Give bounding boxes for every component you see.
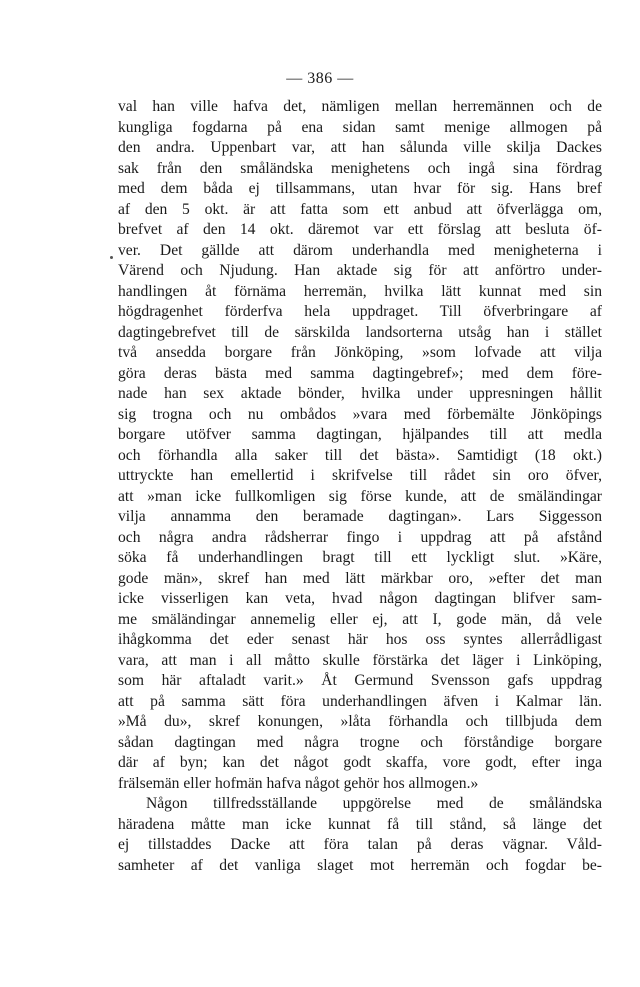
text-line: den andra. Uppenbart var, att han sålunda ville skilja Dackes [118,139,602,156]
text-line: högdragenhet förderfva hela uppdraget. Till öfverbringare af [118,303,602,320]
text-line: häradena måtte man icke kunnat få till stånd, så länge det [118,815,602,833]
text-line: icke visserligen kan veta, hvad någon dagtingan blifver sam- [118,590,602,607]
text-line: ver. Det gällde att därom underhandla med menigheterna i [118,241,602,259]
text-line: me smäländingar annemelig eller ej, att I, gode män, då vele [118,610,602,628]
text-line: vara, att man i all måtto skulle förstärka det läger i Linköping, [118,651,602,669]
text-line: att »man icke fullkomligen sig förse kunde, att de smäländingar [118,487,602,505]
text-line: sig trogna och nu ombådos »vara med förbemälte Jönköpings [118,405,602,423]
text-line: göra deras bästa med samma dagtingebref»; med dem före- [118,364,602,382]
text-line: sådan dagtingan med några trogne och förståndige borgare [118,733,602,751]
margin-mark [110,256,113,259]
text-line: brefvet af den 14 okt. däremot var ett förslag att besluta öf- [118,221,602,238]
text-line: ihågkomma det eder senast här hos oss syntes allerrådligast [118,631,602,648]
text-line: Värend och Njudung. Han aktade sig för att anförtro under- [118,262,602,279]
text-line: val han ville hafva det, nämligen mellan herremännen och de [118,98,602,115]
text-line: frälsemän eller hofmän hafva något gehör hos allmogen.» [118,774,479,792]
body-text [118,97,602,876]
text-line: uttryckte han emellertid i skrifvelse till rådet sin oro öfver, [118,467,602,484]
text-line: gode män», skref han med lätt märkbar oro, »efter det man [118,569,602,587]
text-line: och förhandla alla saker till det bästa». Samtidigt (18 okt.) [118,446,602,464]
text-line: söka få underhandlingen bragt till ett lyckligt slut. »Käre, [118,549,602,566]
text-line: af den 5 okt. är att fatta som ett anbud att öfverlägga om, [118,200,602,218]
text-line: nade han sex aktade bönder, hvilka under uppresningen hållit [118,385,602,402]
text-line: samheter af det vanliga slaget mot herremän och fogdar be- [118,856,602,874]
text-line: där af byn; kan det något godt skaffa, vore godt, efter inga [118,754,602,771]
text-line: sak från den småländska menighetens och ingå sina fördrag [118,159,602,177]
text-line: med dem båda ej tillsammans, utan hvar för sig. Hans bref [118,180,602,197]
text-line: två ansedda borgare från Jönköping, »som lofvade att vilja [118,344,602,361]
page-number: — 386 — [286,70,354,87]
text-line: handlingen åt förnäma herremän, hvilka lätt kunnat med sin [118,282,602,300]
text-line: »Må du», skref konungen, »låta förhandla och tillbjuda dem [118,713,602,730]
text-line: att på samma sätt föra underhandlingen äfven i Kalmar län. [118,692,602,710]
text-line: som här aftaladt varit.» Åt Germund Svensson gafs uppdrag [118,672,602,689]
text-line: borgare utöfver samma dagtingan, hjälpandes till att medla [118,426,602,443]
text-line: kungliga fogdarna på ena sidan samt menige allmogen på [118,118,602,136]
text-line: och några andra rådsherrar fingo i uppdrag att på afstånd [118,528,602,546]
text-line: ej tillstaddes Dacke att föra talan på deras vägnar. Våld- [118,836,602,853]
text-line: Någon tillfredsställande uppgörelse med de småländska [146,795,602,812]
text-line: vilja annamma den beramade dagtingan». Lars Siggesson [118,508,602,525]
text-line: dagtingebrefvet till de särskilda landsorterna utsåg han i stället [118,323,602,341]
